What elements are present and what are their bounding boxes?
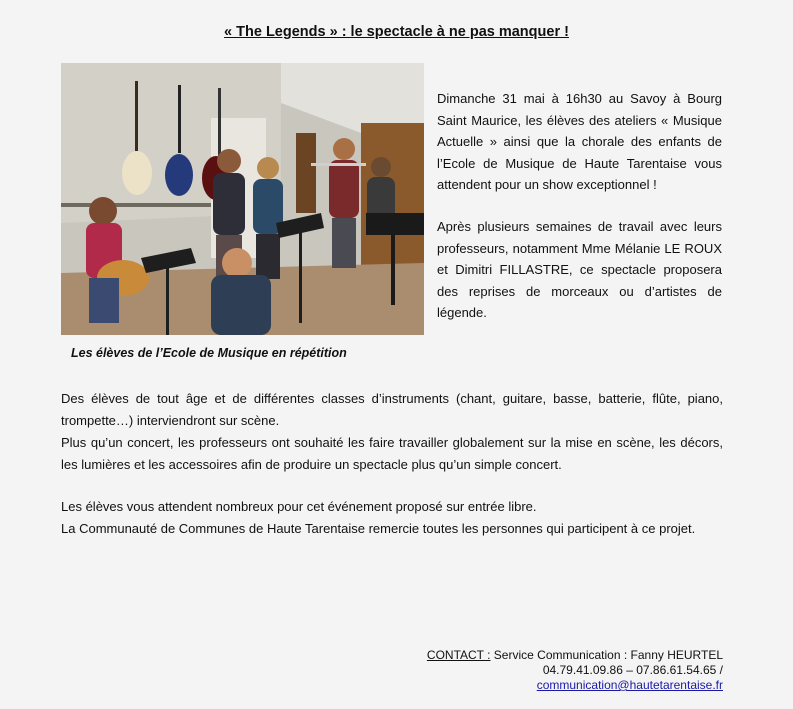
contact-service: Service Communication : Fanny HEURTEL [490,648,723,662]
body-paragraph: Les élèves vous attendent nombreux pour cet événement proposé sur entrée libre. [61,499,537,514]
body-paragraph: Des élèves de tout âge et de différentes classes d’instruments (chant, guitare, basse, batterie, flûte, piano, trompette…) interviendront sur scène. [61,391,723,428]
body-paragraph: Plus qu’un concert, les professeurs ont souhaité les faire travailler globalement sur la mise en scène, les décors, les lumières et les accessoires afin de produire un spectacle plus qu’un simple concert. [61,435,723,472]
teachers-paragraph: Après plusieurs semaines de travail avec leurs professeurs, notamment Mme Mélanie LE ROUX et Dimitri FILLASTRE, ce spectacle proposera des reprises de morceaux ou d’artistes de légende. [437,218,722,321]
intro-paragraph: Dimanche 31 mai à 16h30 au Savoy à Bourg Saint Maurice, les élèves des ateliers « Musique Actuelle » ainsi que la chorale des enfants de l’Ecole de Musique de Haute Tarentaise vous attendent pour un show exceptionnel ! [437,91,722,193]
contact-phones: 04.79.41.09.86 – 07.86.61.54.65 / [542,663,723,677]
spacer [61,476,723,496]
intro-column [437,88,722,344]
rehearsal-photo [61,63,424,335]
contact-line [427,648,723,663]
page-title: « The Legends » : le spectacle à ne pas manquer ! [224,24,569,40]
body-text [61,388,723,540]
photo-image [61,63,424,335]
contact-email-link[interactable]: communication@hautetarentaise.fr [536,678,723,692]
contact-block [427,648,723,693]
photo-caption: Les élèves de l’Ecole de Musique en répétition [71,346,347,360]
body-paragraph: La Communauté de Communes de Haute Tarentaise remercie toutes les personnes qui participent à ce projet. [61,521,696,536]
contact-label: CONTACT : [426,648,491,662]
